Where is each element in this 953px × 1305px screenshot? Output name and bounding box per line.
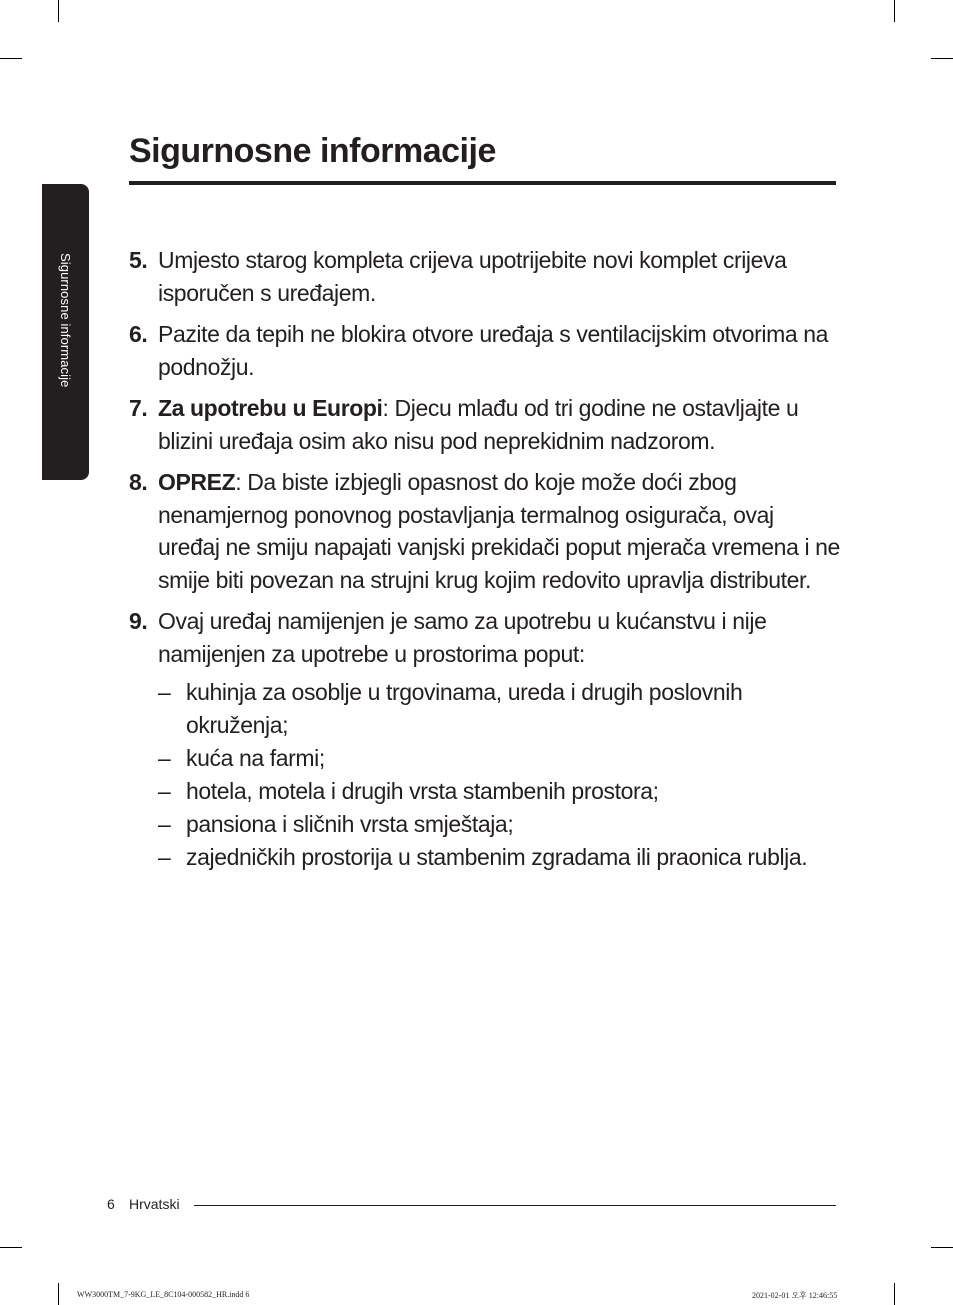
crop-mark — [0, 1247, 22, 1248]
item-number: 8. — [129, 469, 148, 495]
crop-mark — [58, 1283, 59, 1305]
crop-mark — [0, 58, 22, 59]
item-text: Umjesto starog kompleta crijeva upotrijebite novi komplet crijeva isporučen s uređajem. — [158, 247, 787, 306]
side-tab-label: Sigurnosne informacije — [58, 253, 73, 388]
list-item — [129, 466, 841, 596]
list-item — [129, 318, 841, 383]
item-text: : Djecu mlađu od tri godine ne ostavljajte u blizini uređaja osim ako nisu pod neprekidnim nadzorom. — [158, 395, 799, 454]
item-lead: Za upotrebu u Europi — [158, 395, 383, 421]
sublist-item — [158, 841, 841, 874]
crop-mark — [931, 1247, 953, 1248]
sublist-item — [158, 775, 841, 808]
sublist-item — [158, 808, 841, 841]
sublist-text: hotela, motela i drugih vrsta stambenih prostora; — [186, 778, 659, 804]
dash-bullet: – — [158, 844, 171, 870]
footer-rule — [194, 1205, 836, 1206]
item-text: : Da biste izbjegli opasnost do koje može doći zbog nenamjernog ponovnog postavljanja termalnog osigurača, ovaj uređaj ne smiju napajati vanjski prekidači poput mjerača vremena i ne smije biti povezan na strujni krug kojim redovito upravlja distributer. — [158, 469, 840, 593]
crop-mark — [931, 58, 953, 59]
page-title: Sigurnosne informacije — [129, 132, 496, 170]
title-rule — [129, 181, 836, 185]
sublist-text: kuhinja za osoblje u trgovinama, ureda i drugih poslovnih okruženja; — [186, 679, 743, 738]
crop-mark — [894, 1283, 895, 1305]
list-item — [129, 392, 841, 457]
crop-mark — [894, 0, 895, 22]
crop-mark — [58, 0, 59, 22]
item-number: 5. — [129, 247, 148, 273]
item-number: 6. — [129, 321, 148, 347]
item-lead: OPREZ — [158, 469, 236, 495]
sublist-text: zajedničkih prostorija u stambenim zgradama ili praonica rublja. — [186, 844, 808, 870]
print-slug-datetime: 2021-02-01 ⁠오후 12:46:55 — [752, 1291, 838, 1300]
item-text: Pazite da tepih ne blokira otvore uređaja s ventilacijskim otvorima na podnožju. — [158, 321, 829, 380]
dash-bullet: – — [158, 745, 171, 771]
page-number: 6 — [107, 1196, 115, 1212]
safety-list — [129, 244, 841, 883]
dash-bullet: – — [158, 778, 171, 804]
dash-bullet: – — [158, 679, 171, 705]
footer-language: Hrvatski — [129, 1196, 180, 1212]
sublist-text: kuća na farmi; — [186, 745, 325, 771]
list-item — [129, 244, 841, 309]
item-number: 7. — [129, 395, 148, 421]
item-text: Ovaj uređaj namijenjen je samo za upotrebu u kućanstvu i nije namijenjen za upotrebe u prostorima poput: — [158, 608, 767, 667]
dash-bullet: – — [158, 811, 171, 837]
print-slug-file: WW3000TM_7-9KG_LE_8C104-000582_HR.indd 6 — [77, 1290, 250, 1299]
sublist-text: pansiona i sličnih vrsta smještaja; — [186, 811, 514, 837]
item-number: 9. — [129, 608, 148, 634]
sublist-item — [158, 742, 841, 775]
sublist — [158, 676, 841, 874]
sublist-item — [158, 676, 841, 742]
list-item — [129, 605, 841, 874]
